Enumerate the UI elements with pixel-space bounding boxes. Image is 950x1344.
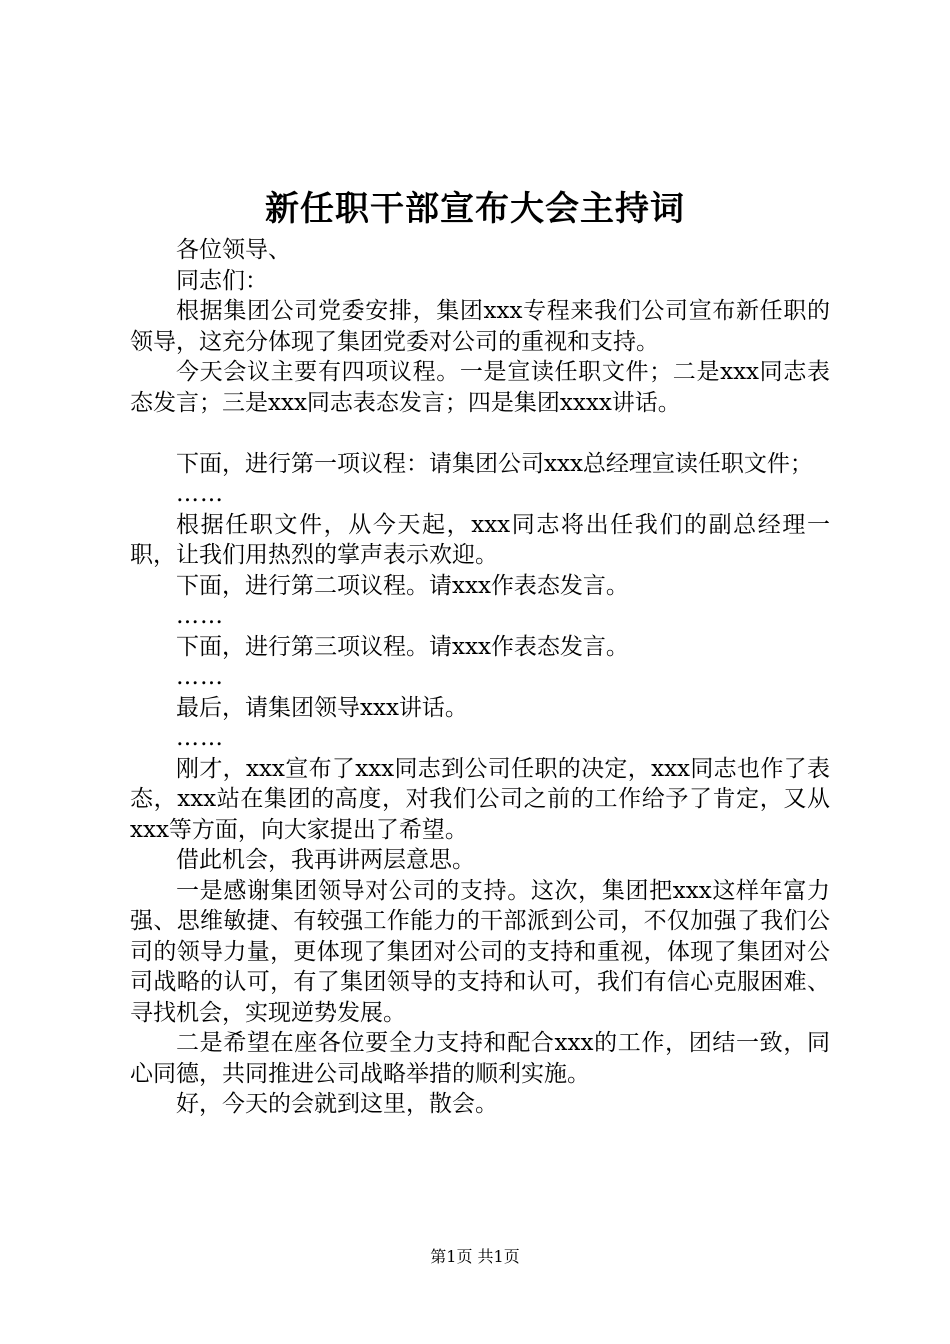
paragraph: 二是希望在座各位要全力支持和配合xxx的工作，团结一致，同心同德，共同推进公司战略举措的顺利实施。	[130, 1030, 830, 1087]
ellipsis-line: ……	[176, 664, 224, 690]
paragraph: 根据任职文件，从今天起，xxx同志将出任我们的副总经理一职，让我们用热烈的掌声表示欢迎。	[130, 511, 830, 568]
document-title: 新任职干部宣布大会主持词	[265, 189, 685, 229]
paragraph: 借此机会，我再讲两层意思。	[176, 847, 475, 873]
ellipsis-line: ……	[176, 603, 224, 629]
paragraph: 下面，进行第三项议程。请xxx作表态发言。	[176, 633, 629, 660]
paragraph: 一是感谢集团领导对公司的支持。这次，集团把xxx这样年富力强、思维敏捷、有较强工作能力的干部派到公司，不仅加强了我们公司的领导力量，更体现了集团对公司的支持和重视，体现了集团对公司战略的认可，有了集团领导的支持和认可，我们有信心克服困难、寻找机会，实现逆势发展。	[130, 877, 830, 1026]
blank-line	[130, 418, 830, 449]
paragraph: 各位领导、	[176, 237, 291, 263]
paragraph: 下面，进行第一项议程：请集团公司xxx总经理宣读任职文件；	[176, 450, 813, 477]
paragraph: 今天会议主要有四项议程。一是宣读任职文件；二是xxx同志表态发言；三是xxx同志表态发言；四是集团xxxx讲话。	[130, 359, 830, 416]
ellipsis-line: ……	[176, 481, 224, 507]
page-footer: 第1页 共1页	[430, 1247, 520, 1266]
ellipsis-line: ……	[176, 725, 224, 751]
paragraph: 最后，请集团领导xxx讲话。	[176, 694, 468, 721]
paragraph: 刚才，xxx宣布了xxx同志到公司任职的决定，xxx同志也作了表态，xxx站在集团的高度，对我们公司之前的工作给予了肯定，又从xxx等方面，向大家提出了希望。	[130, 755, 830, 843]
document-body	[130, 235, 830, 1120]
paragraph: 下面，进行第二项议程。请xxx作表态发言。	[176, 572, 629, 599]
paragraph: 好，今天的会就到这里，散会。	[176, 1091, 498, 1117]
paragraph: 根据集团公司党委安排，集团xxx专程来我们公司宣布新任职的领导，这充分体现了集团党委对公司的重视和支持。	[130, 298, 830, 355]
paragraph: 同志们：	[176, 267, 268, 294]
